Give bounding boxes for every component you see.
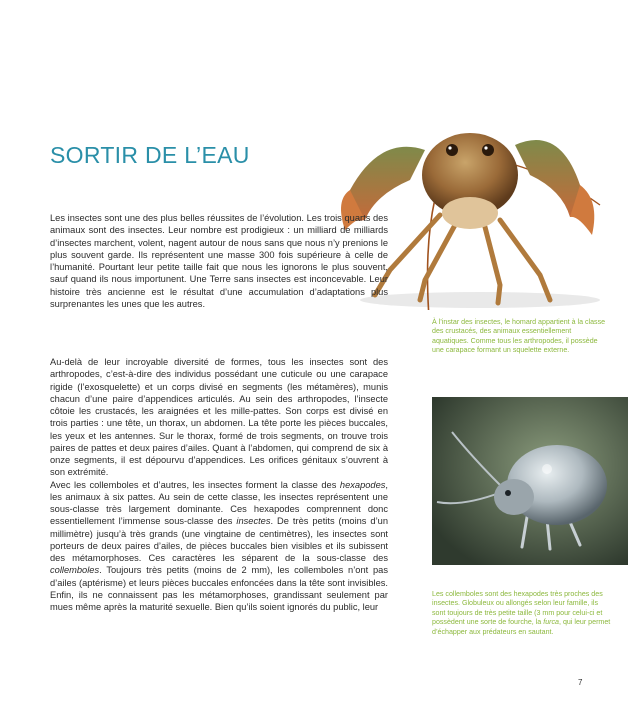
intro-text: [50, 212, 388, 310]
main-text: [50, 356, 388, 613]
paragraph-3-text: . Toujours très petits (moins de 2 mm), les collemboles n’ont pas d’ailes (aptérisme) et leurs pièces buccales enfoncées dans la tête sont invisibles. Enfin, ils ne connaissent pas les métamorphoses, grandissant seulement par mues même après la maturité sexuelle. Bien qu’ils soient ignorés du public, leur: [50, 565, 388, 612]
paragraph-3-text: , les animaux à six pattes. Au sein de cette classe, les insectes représentent une sous-classe très largement dominante. Ces hexapodes comprennent donc essentiellement l’immense sous-classe des: [50, 479, 388, 527]
paragraph-3-text: Avec les collemboles et d’autres, les insectes forment la classe des: [50, 479, 340, 490]
term-furca: furca: [543, 618, 559, 627]
caption-2-text: Les collemboles sont des hexapodes très proches des insectes. Globuleux ou allongés selon leur famille, ils sont toujours de très petite taille (3 mm pour celui-ci et possèdent une sorte de fourche, la: [432, 590, 603, 627]
caption-2-text: , qui leur permet d’échapper aux prédateurs en sautant.: [432, 618, 611, 636]
springtail-photo: [432, 397, 628, 565]
paragraph-2: Au-delà de leur incroyable diversité de formes, tous les insectes sont des arthropodes, c’est-à-dire des individus possédant une cuticule ou une carapace rigide (l’exosquelette) et un corps divisé en segments (les métamères), munis chacun d’une paire d’appendices articulés. Au sein des arthropodes, l’insecte côtoie les crustacés, les araignées et les mille-pattes. Son corps est divisé en trois parties : une tête, un thorax, un abdomen. La tête porte les pièces buccales, les yeux et les antennes. Sur le thorax, formé de trois segments, on trouve trois paires de pattes et deux paires d’ailes. Quant à l’abdomen, qui comprend de six à onze segments, il est dépourvu d’appendices. Les orifices génitaux s’ouvrent à son extrémité.: [50, 357, 388, 478]
paragraph-3-text: . De très petits (moins d’un millimètre) jusqu’à très grands (une vingtaine de centimètres), les insectes sont porteurs de deux paires d’ailes, de pièces buccales bien visibles et ils subissent des métamorphoses. Ces caractères les séparent de la sous-classe des: [50, 516, 388, 563]
term-hexapodes: hexapodes: [339, 479, 386, 490]
paragraph-1: Les insectes sont une des plus belles réussites de l’évolution. Les trois quarts des animaux sont des insectes. Leur nombre est prodigieux : un milliard de milliards d’insectes marchent, volent, nagent autour de nous sans que nous n’y prenions le plus souvent garde. Ils représentent une masse 300 fois supérieure à celle de l’humanité. Pourtant leur petite taille fait que nous les ignorons le plus souvent, sauf quand ils nous importunent. Une Terre sans insectes est inconcevable. Leur histoire très ancienne est le résultat d’une accumulation d’adaptations plus surprenantes les unes que les autres.: [50, 213, 388, 309]
springtail-illustration: [432, 397, 628, 565]
term-insectes: insectes: [236, 516, 271, 527]
page-title: SORTIR DE L’EAU: [50, 142, 250, 168]
crayfish-caption: À l’instar des insectes, le homard appartient à la classe des crustacés, des animaux essentiellement aquatiques. Comme tous les arthropodes, il possède une carapace formant un squelette externe.: [432, 318, 606, 355]
springtail-caption: [432, 590, 612, 637]
term-collemboles: collemboles: [50, 565, 100, 576]
page-number: 7: [578, 678, 583, 687]
paragraph-3: [50, 479, 388, 614]
